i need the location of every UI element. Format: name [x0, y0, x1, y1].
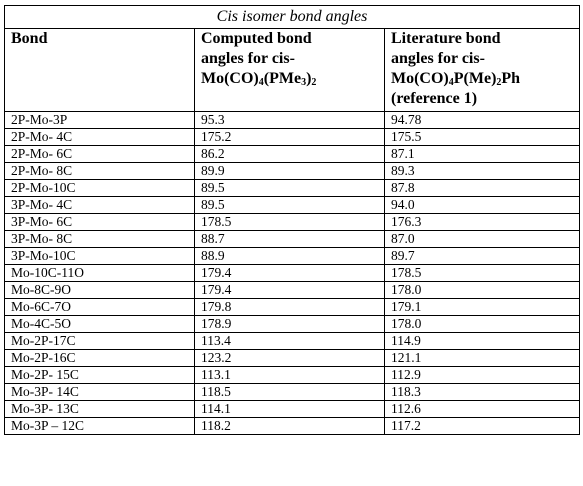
table-row — [5, 197, 580, 214]
literature-angle-cell: 178.0 — [385, 282, 580, 299]
computed-angle-cell: 179.4 — [195, 265, 385, 282]
computed-angle-cell: 118.2 — [195, 418, 385, 435]
formula-part: (PMe — [263, 70, 302, 87]
table-row — [5, 367, 580, 384]
header-literature-formula — [391, 69, 579, 89]
literature-angle-cell: 117.2 — [385, 418, 580, 435]
header-row — [5, 29, 580, 112]
bond-cell: Mo-2P-17C — [5, 333, 195, 350]
bond-angles-table — [4, 5, 580, 435]
bond-cell: Mo-4C-5O — [5, 316, 195, 333]
bond-cell: Mo-3P- 13C — [5, 401, 195, 418]
literature-angle-cell: 179.1 — [385, 299, 580, 316]
computed-angle-cell: 123.2 — [195, 350, 385, 367]
table-row — [5, 333, 580, 350]
table-row — [5, 350, 580, 367]
computed-angle-cell: 118.5 — [195, 384, 385, 401]
literature-angle-cell: 94.0 — [385, 197, 580, 214]
formula-subscript: 2 — [496, 77, 502, 88]
table-row — [5, 214, 580, 231]
table-row — [5, 180, 580, 197]
computed-angle-cell: 178.5 — [195, 214, 385, 231]
formula-subscript: 4 — [448, 77, 454, 88]
literature-angle-cell: 89.3 — [385, 163, 580, 180]
table-row — [5, 282, 580, 299]
table-row — [5, 112, 580, 129]
table-row — [5, 129, 580, 146]
table-row — [5, 418, 580, 435]
bond-cell: 3P-Mo-10C — [5, 248, 195, 265]
bond-cell: 3P-Mo- 6C — [5, 214, 195, 231]
literature-angle-cell: 178.0 — [385, 316, 580, 333]
bond-cell: Mo-8C-9O — [5, 282, 195, 299]
bond-cell: 3P-Mo- 4C — [5, 197, 195, 214]
computed-angle-cell: 179.4 — [195, 282, 385, 299]
bond-cell: Mo-3P- 14C — [5, 384, 195, 401]
table-row — [5, 163, 580, 180]
literature-angle-cell: 175.5 — [385, 129, 580, 146]
computed-angle-cell: 86.2 — [195, 146, 385, 163]
header-computed-formula — [201, 69, 384, 89]
header-literature — [385, 29, 580, 112]
literature-angle-cell: 112.6 — [385, 401, 580, 418]
table-row — [5, 384, 580, 401]
computed-angle-cell: 89.5 — [195, 180, 385, 197]
formula-part: Mo(CO) — [391, 70, 449, 87]
literature-angle-cell: 176.3 — [385, 214, 580, 231]
table-row — [5, 265, 580, 282]
literature-angle-cell: 87.0 — [385, 231, 580, 248]
formula-subscript: 4 — [258, 77, 264, 88]
literature-angle-cell: 121.1 — [385, 350, 580, 367]
formula-part: Mo(CO) — [201, 70, 259, 87]
table-row — [5, 401, 580, 418]
computed-angle-cell: 88.9 — [195, 248, 385, 265]
computed-angle-cell: 178.9 — [195, 316, 385, 333]
bond-cell: 2P-Mo- 4C — [5, 129, 195, 146]
table-caption: Cis isomer bond angles — [5, 6, 580, 29]
literature-angle-cell: 94.78 — [385, 112, 580, 129]
computed-angle-cell: 179.8 — [195, 299, 385, 316]
table-row — [5, 299, 580, 316]
bond-cell: 3P-Mo- 8C — [5, 231, 195, 248]
computed-angle-cell: 89.5 — [195, 197, 385, 214]
header-computed-line2: angles for cis- — [201, 50, 295, 67]
computed-angle-cell: 113.4 — [195, 333, 385, 350]
caption-row — [5, 6, 580, 29]
computed-angle-cell: 95.3 — [195, 112, 385, 129]
literature-angle-cell: 89.7 — [385, 248, 580, 265]
bond-cell: 2P-Mo- 8C — [5, 163, 195, 180]
bond-cell: Mo-3P – 12C — [5, 418, 195, 435]
table-row — [5, 248, 580, 265]
computed-angle-cell: 114.1 — [195, 401, 385, 418]
formula-subscript: 3 — [301, 77, 307, 88]
header-literature-reference: (reference 1) — [391, 90, 478, 107]
header-literature-line2: angles for cis- — [391, 50, 485, 67]
literature-angle-cell: 87.8 — [385, 180, 580, 197]
formula-part: Ph — [501, 70, 521, 87]
computed-angle-cell: 89.9 — [195, 163, 385, 180]
formula-part: P(Me) — [453, 70, 497, 87]
literature-angle-cell: 118.3 — [385, 384, 580, 401]
header-bond — [5, 29, 195, 112]
computed-angle-cell: 175.2 — [195, 129, 385, 146]
bond-cell: Mo-10C-11O — [5, 265, 195, 282]
bond-cell: 2P-Mo-10C — [5, 180, 195, 197]
formula-part: ) — [306, 70, 312, 87]
table-row — [5, 316, 580, 333]
literature-angle-cell: 112.9 — [385, 367, 580, 384]
header-computed — [195, 29, 385, 112]
bond-cell: Mo-2P- 15C — [5, 367, 195, 384]
header-bond-label: Bond — [11, 30, 48, 47]
table-row — [5, 146, 580, 163]
table-row — [5, 231, 580, 248]
literature-angle-cell: 87.1 — [385, 146, 580, 163]
bond-cell: Mo-6C-7O — [5, 299, 195, 316]
literature-angle-cell: 178.5 — [385, 265, 580, 282]
bond-cell: Mo-2P-16C — [5, 350, 195, 367]
formula-subscript: 2 — [311, 77, 317, 88]
bond-cell: 2P-Mo- 6C — [5, 146, 195, 163]
computed-angle-cell: 113.1 — [195, 367, 385, 384]
header-computed-line1: Computed bond — [201, 30, 312, 47]
computed-angle-cell: 88.7 — [195, 231, 385, 248]
header-literature-line1: Literature bond — [391, 30, 501, 47]
bond-cell: 2P-Mo-3P — [5, 112, 195, 129]
literature-angle-cell: 114.9 — [385, 333, 580, 350]
